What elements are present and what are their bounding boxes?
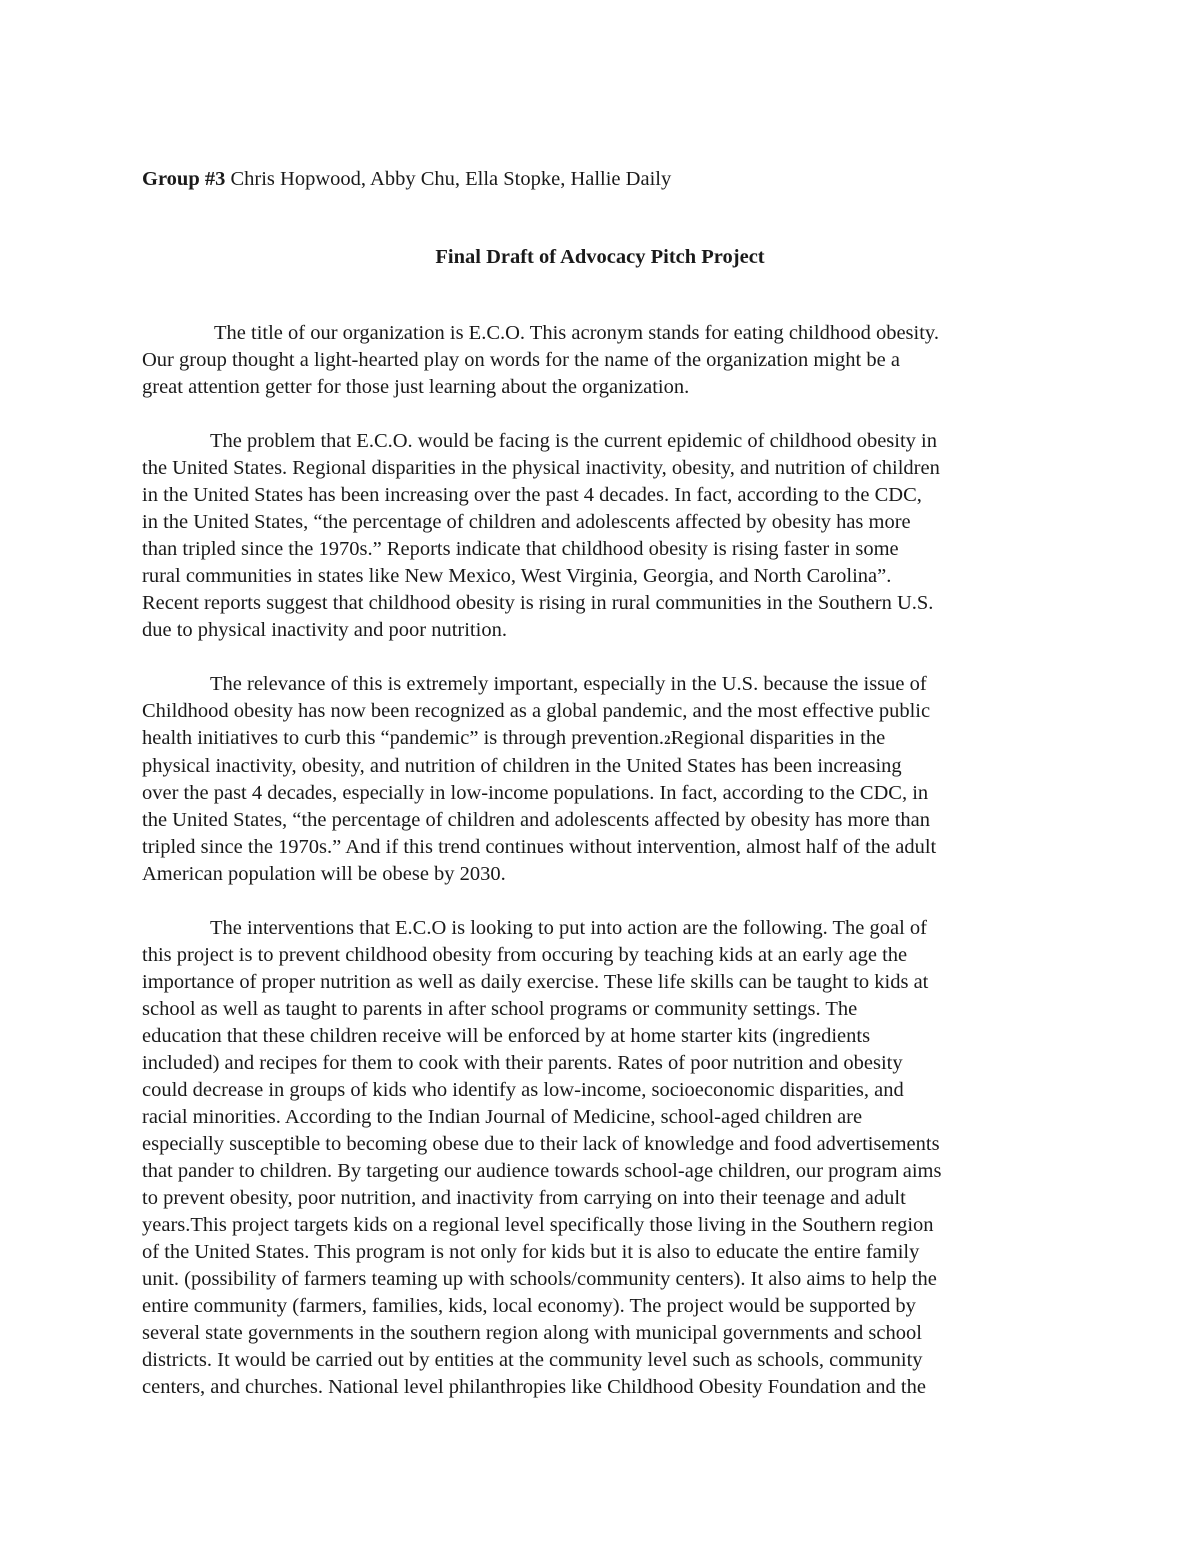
text-line: the United States, “the percentage of children and adolescents affected by obesity has more than — [142, 809, 931, 831]
text-line: importance of proper nutrition as well as daily exercise. These life skills can be taught to kids at — [142, 971, 929, 993]
text-line: could decrease in groups of kids who identify as low-income, socioeconomic disparities, and — [142, 1079, 904, 1101]
text-line: entire community (farmers, families, kids, local economy). The project would be supported by — [142, 1295, 916, 1317]
text-line: physical inactivity, obesity, and nutrition of children in the United States has been increasing — [142, 755, 902, 777]
text-line: districts. It would be carried out by entities at the community level such as schools, community — [142, 1349, 923, 1371]
text-line: in the United States has been increasing over the past 4 decades. In fact, according to the CDC, — [142, 484, 922, 506]
text-line: Recent reports suggest that childhood obesity is rising in rural communities in the Southern U.S. — [142, 592, 934, 614]
group-label: Group #3 — [142, 168, 226, 190]
text-line: The title of our organization is E.C.O. This acronym stands for eating childhood obesity. — [214, 322, 939, 344]
paragraph-problem — [142, 428, 1062, 644]
text-line: the United States. Regional disparities in the physical inactivity, obesity, and nutrition of children — [142, 457, 940, 479]
text-line: American population will be obese by 2030. — [142, 863, 506, 885]
text-line: education that these children receive will be enforced by at home starter kits (ingredients — [142, 1025, 871, 1047]
group-authors: Chris Hopwood, Abby Chu, Ella Stopke, Hallie Daily — [225, 168, 672, 190]
paragraph-relevance — [142, 671, 1062, 888]
group-heading — [142, 166, 671, 193]
text-line: especially susceptible to becoming obese due to their lack of knowledge and food advertisements — [142, 1133, 940, 1155]
text-line: racial minorities. According to the Indian Journal of Medicine, school-aged children are — [142, 1106, 863, 1128]
text-segment: Regional disparities in the — [670, 727, 886, 749]
text-line: The relevance of this is extremely important, especially in the U.S. because the issue of — [210, 673, 927, 695]
text-line: Our group thought a light-hearted play on words for the name of the organization might be a — [142, 349, 900, 371]
text-line: over the past 4 decades, especially in low-income populations. In fact, according to the CDC, in — [142, 782, 929, 804]
document-body — [142, 320, 1062, 1428]
text-line: school as well as taught to parents in after school programs or community settings. The — [142, 998, 858, 1020]
text-line: to prevent obesity, poor nutrition, and inactivity from carrying on into their teenage and adult — [142, 1187, 906, 1209]
text-line: in the United States, “the percentage of children and adolescents affected by obesity has more — [142, 511, 911, 533]
paragraph-organization — [142, 320, 1062, 401]
text-line: several state governments in the southern region along with municipal governments and school — [142, 1322, 922, 1344]
text-line: rural communities in states like New Mexico, West Virginia, Georgia, and North Carolina”. — [142, 565, 892, 587]
text-line: this project is to prevent childhood obesity from occuring by teaching kids at an early age the — [142, 944, 908, 966]
paragraph-interventions — [142, 915, 1062, 1401]
text-line: The interventions that E.C.O is looking to put into action are the following. The goal of — [210, 917, 927, 939]
text-line: unit. (possibility of farmers teaming up with schools/community centers). It also aims to help the — [142, 1268, 937, 1290]
footnote-marker: 2 — [664, 732, 671, 747]
document-title: Final Draft of Advocacy Pitch Project — [435, 246, 765, 268]
text-line-with-footnote — [142, 725, 1062, 753]
text-line: years.This project targets kids on a regional level specifically those living in the Southern region — [142, 1214, 934, 1236]
text-line: Childhood obesity has now been recognized as a global pandemic, and the most effective public — [142, 700, 931, 722]
text-line: due to physical inactivity and poor nutrition. — [142, 619, 507, 641]
text-line: great attention getter for those just learning about the organization. — [142, 376, 690, 398]
text-line: of the United States. This program is not only for kids but it is also to educate the entire family — [142, 1241, 920, 1263]
text-segment: health initiatives to curb this “pandemic” is through prevention. — [142, 727, 665, 749]
text-line: that pander to children. By targeting our audience towards school-age children, our program aims — [142, 1160, 942, 1182]
text-line: The problem that E.C.O. would be facing is the current epidemic of childhood obesity in — [210, 430, 937, 452]
text-line: tripled since the 1970s.” And if this trend continues without intervention, almost half of the adult — [142, 836, 937, 858]
text-line: centers, and churches. National level philanthropies like Childhood Obesity Foundation and the — [142, 1376, 926, 1398]
text-line: included) and recipes for them to cook with their parents. Rates of poor nutrition and obesity — [142, 1052, 903, 1074]
text-line: than tripled since the 1970s.” Reports indicate that childhood obesity is rising faster in some — [142, 538, 899, 560]
